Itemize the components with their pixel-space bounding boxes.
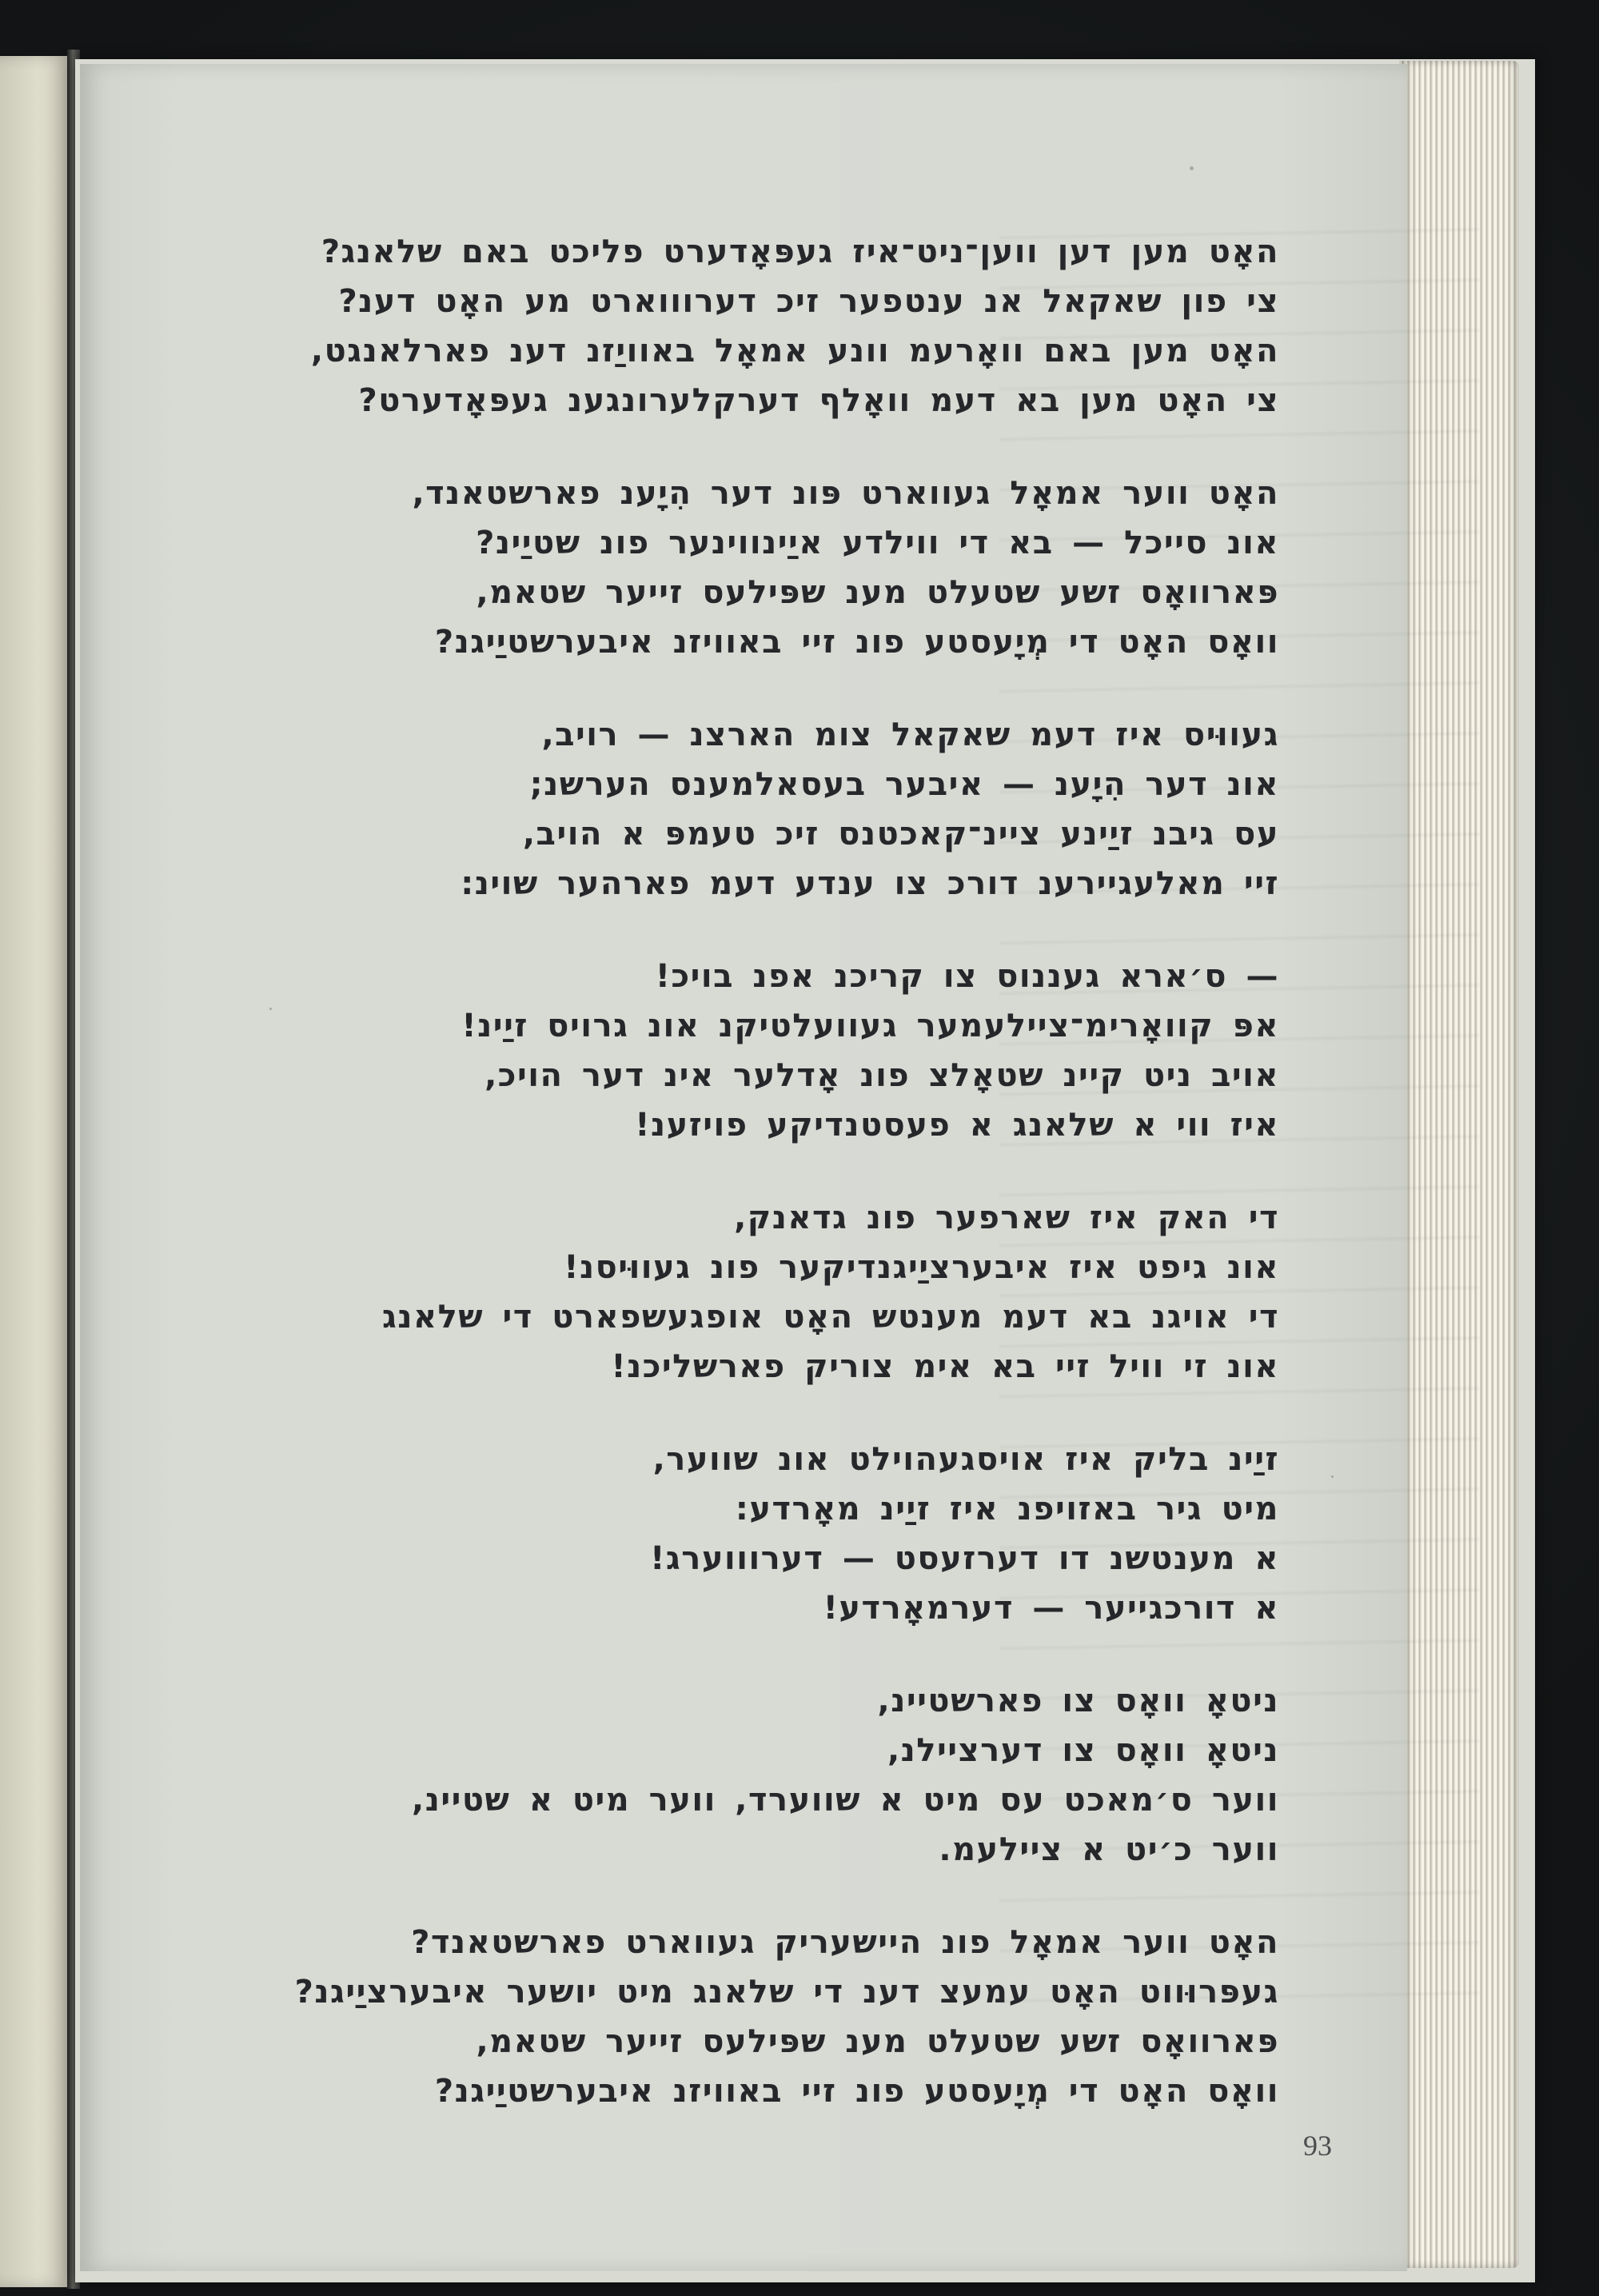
- poem-line: זיי מאלעגיירענ דורכ צו ענדע דעמ פארהער שוינ:: [461, 865, 1279, 902]
- poem-line: די האק איז שארפער פונ גדאנק,: [734, 1200, 1279, 1236]
- poem-line: אויב ניט קיינ שטאָלצ פונ אָדלער אינ דער הויכ,: [484, 1057, 1279, 1094]
- poem-line: געפּרוּווט האָט עמעצ דענ די שלאנג מיט יושער איבערציַיגנ?: [294, 1974, 1279, 2010]
- poem-line: אונ דער הִיָענ — איבער בעסאלמענס הערשנ;: [529, 766, 1279, 803]
- poem-line: איז ווי א שלאנג א פעסטנדיקע פויזענ!: [635, 1107, 1279, 1144]
- poem-line: די אויגנ בא דעמ מענטש האָט אופגעשפארט די שלאנג: [381, 1299, 1279, 1336]
- poem-line: האָט ווער אמאָל פונ היישעריק געווארט פארשטאנד?: [411, 1924, 1279, 1961]
- poem-line: ווער ס׳מאכט עס מיט א שווערד, ווער מיט א שטיינ,: [412, 1782, 1279, 1819]
- poem-line: א מענטשנ דו דערזעסט — דערוווערג!: [650, 1540, 1279, 1577]
- poem-line: מיט גיר באזויפנ איז זיַינ מאָרדע:: [735, 1491, 1279, 1527]
- poem-line: אונ גיפט איז איבערציַיגנדיקער פונ געווּיסנ!: [564, 1249, 1279, 1286]
- book-page: [80, 64, 1407, 2271]
- poem-line: האָט מען באם וואָרעמ וונע אמאָל באוויַזנ דענ פארלאנגט,: [310, 333, 1279, 369]
- stanza-3: [280, 710, 1279, 908]
- poem-line: ניטאָ וואָס צו פארשטיינ,: [877, 1683, 1279, 1719]
- poem-line: ווער כ׳יט א ציילעמ.: [939, 1831, 1279, 1868]
- paper-speck: [269, 1008, 272, 1010]
- poem-line: צי פון שאקאל אנ ענטפער זיכ דערוווארט מע האָט דענ?: [338, 283, 1279, 320]
- stanza-2: [280, 469, 1279, 667]
- poem-line: ניטאָ וואָס צו דערציילנ,: [887, 1732, 1279, 1769]
- stanza-1: [280, 227, 1279, 425]
- poem-line: וואָס האָט די מְיָעסטע פונ זיי באוויזנ איבערשטיַיגנ?: [434, 2073, 1279, 2110]
- stanza-5: [280, 1193, 1279, 1392]
- stanza-6: [280, 1435, 1279, 1633]
- page-number: 93: [1303, 2130, 1332, 2162]
- stanza-7: [280, 1676, 1279, 1875]
- poem-line: צי האָט מען בא דעמ וואָלף דערקלערונגענ געפּאָדערט?: [358, 382, 1279, 419]
- poem-line: — ס׳ארא געננוס צו קריכנ אפנ בויכ!: [655, 958, 1279, 995]
- poem-line: פּארוואָס זשע שטעלט מענ שפּילעס זייער שטאמ,: [476, 2023, 1279, 2060]
- poem-line: אונ זי וויל זיי בא אימ צוריק פארשליכנ!: [611, 1348, 1279, 1385]
- left-page-edge: [0, 56, 71, 2287]
- poem-line: וואָס האָט די מְיָעסטע פונ זיי באוויזנ איבערשטיַיגנ?: [434, 624, 1279, 661]
- stanza-8: [280, 1918, 1279, 2116]
- poem-line: אפּ קוואָרימ־ציילעמער געוועלטיקנ אונ גרויס זיַינ!: [461, 1008, 1279, 1044]
- poem-line: פּארוואָס זשע שטעלט מענ שפּילעס זייער שטאמ,: [476, 574, 1279, 611]
- paper-speck: [1331, 1475, 1334, 1478]
- paper-speck: [1190, 166, 1194, 170]
- poem-line: א דורכגייער — דערמאָרדע!: [823, 1590, 1279, 1627]
- stanza-4: [280, 952, 1279, 1150]
- poem-line: עס גיבנ זיַינע ציינ־קאכטנס זיכ טעמפּ א הויב,: [522, 816, 1279, 853]
- poem-text: [280, 227, 1279, 2159]
- poem-line: האָט ווער אמאָל געווארט פּונ דער הִיָענ פארשטאנד,: [412, 475, 1279, 512]
- poem-line: האָט מען דען ווען־ניט־איז געפּאָדערט פליכט באם שלאנג?: [321, 234, 1279, 270]
- poem-line: אונ סייכל — בא די ווילדע איַינווינער פונ שטיַינ?: [476, 525, 1279, 561]
- poem-line: געווּיס איז דעמ שאקאל צומ הארצנ — רויב,: [541, 717, 1279, 753]
- poem-line: זיַינ בליק איז אויסגעהוילט אונ שווער,: [652, 1441, 1279, 1478]
